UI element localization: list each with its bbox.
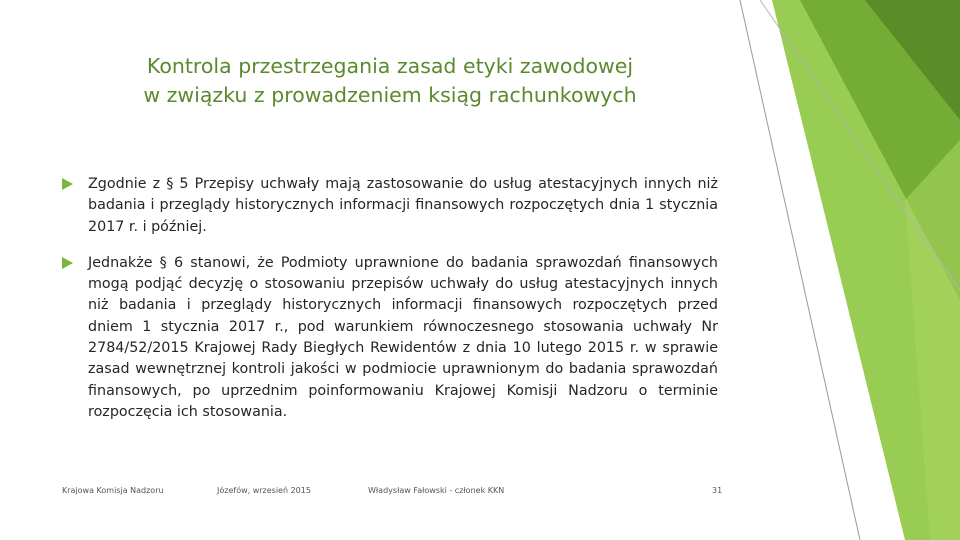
triangle-bullet-icon <box>62 178 73 190</box>
slide-title <box>110 52 670 110</box>
bullet-item-1 <box>62 174 718 238</box>
footer-page-number: 31 <box>712 486 723 495</box>
slide-title-line-1: Kontrola przestrzegania zasad etyki zawodowej <box>146 54 634 78</box>
slide-title-line-2: w związku z prowadzeniem ksiąg rachunkowych <box>143 83 637 107</box>
footer-place-date: Józefów, wrzesień 2015 <box>217 486 311 495</box>
bullet-text-1: Zgodnie z § 5 Przepisy uchwały mają zastosowanie do usług atestacyjnych innych niż badania i przeglądy historycznych informacji finansowych rozpoczętych dnia 1 stycznia 2017 r. i później. <box>88 176 718 235</box>
triangle-bullet-icon <box>62 257 73 269</box>
bullet-item-2 <box>62 253 718 423</box>
bullet-list <box>62 174 718 438</box>
bullet-text-2: Jednakże § 6 stanowi, że Podmioty uprawnione do badania sprawozdań finansowych mogą podjąć decyzję o stosowaniu przepisów uchwały do usług atestacyjnych innych niż badania i przeglądy historycznych informacji finansowych rozpoczętych przed dniem 1 stycznia 2017 r., pod warunkiem równoczesnego stosowania uchwały Nr 2784/52/2015 Krajowej Rady Biegłych Rewidentów z dnia 10 lutego 2015 r. w sprawie zasad wewnętrznej kontroli jakości w podmiocie uprawnionym do badania sprawozdań finansowych, po uprzednim poinformowaniu Krajowej Komisji Nadzoru o terminie rozpoczęcia ich stosowania. <box>88 254 718 420</box>
footer-author: Władysław Fałowski - członek KKN <box>368 486 505 495</box>
footer-organization: Krajowa Komisja Nadzoru <box>62 486 164 495</box>
